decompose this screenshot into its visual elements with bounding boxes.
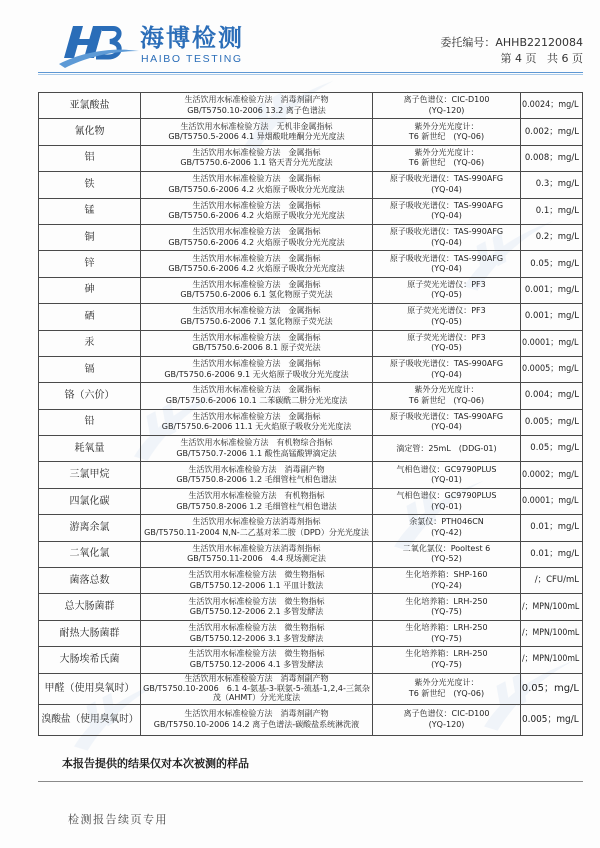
- detection-limit-value: 0.001；mg/L: [524, 284, 579, 295]
- test-method-cell: [141, 383, 373, 409]
- instrument-line: 原子吸收光谱仪：TAS-990AFG: [389, 227, 504, 237]
- instrument-line: 原子荧光光谱仪：PF3: [407, 279, 486, 289]
- instrument-line: (YQ-01): [431, 501, 462, 511]
- detection-limit-cell: [521, 277, 583, 303]
- detection-limit-cell: [521, 172, 583, 198]
- detection-limit-value: /；MPN/100mL: [521, 654, 579, 665]
- instrument-line: T6 新世纪 (YQ-06): [408, 132, 485, 142]
- instrument-line: 气相色谱仪：GC9790PLUS: [396, 491, 497, 501]
- instrument-line: (YQ-120): [428, 719, 465, 729]
- instrument-line: (YQ-04): [431, 184, 462, 194]
- test-item-cell: [39, 224, 141, 250]
- test-item-name: 溴酸盐（使用臭氧时）: [41, 713, 138, 725]
- instrument-cell: [373, 704, 521, 735]
- instrument-line: 气相色谱仪：GC9790PLUS: [396, 464, 497, 474]
- test-method-line: 生活饮用水标准检验方法 有机物指标: [188, 491, 325, 501]
- detection-limit-value: 0.3；mg/L: [535, 179, 579, 190]
- table-row: [39, 515, 583, 541]
- detection-limit-value: 0.0024；mg/L: [522, 100, 579, 111]
- test-method-cell: [141, 568, 373, 594]
- detection-limit-cell: [521, 409, 583, 435]
- instrument-cell: [373, 93, 521, 119]
- instrument-cell: [373, 145, 521, 171]
- table-row: [39, 145, 583, 171]
- test-item-name: 大肠埃希氏菌: [59, 653, 120, 665]
- test-method-cell: [141, 488, 373, 514]
- test-method-cell: [141, 145, 373, 171]
- test-method-line: GB/T5750.6-2006 8.1 原子荧光法: [192, 343, 321, 353]
- test-method-line: 生活饮用水标准检验方法 金属指标: [192, 147, 321, 157]
- test-item-cell: [39, 330, 141, 356]
- detection-limit-value: 0.0001；mg/L: [522, 496, 579, 507]
- detection-limit-value: 0.05；mg/L: [530, 443, 579, 454]
- detection-limit-value: 0.0001；mg/L: [522, 337, 579, 348]
- test-method-cell: [141, 172, 373, 198]
- instrument-cell: [373, 620, 521, 646]
- instrument-line: (YQ-04): [431, 211, 462, 221]
- test-method-line: 生活饮用水标准检验方法 消毒剂副产物: [184, 709, 329, 719]
- table-row: [39, 93, 583, 119]
- test-method-line: 生活饮用水标准检验方法 消毒剂副产物: [184, 95, 329, 105]
- header-divider: [38, 72, 583, 75]
- test-item-cell: [39, 198, 141, 224]
- instrument-line: (YQ-04): [431, 369, 462, 379]
- detection-limit-cell: [521, 251, 583, 277]
- instrument-line: 原子吸收光谱仪：TAS-990AFG: [389, 253, 504, 263]
- test-item-name: 铁: [84, 178, 95, 190]
- instrument-line: (YQ-04): [431, 422, 462, 432]
- test-method-cell: [141, 224, 373, 250]
- test-item-cell: [39, 383, 141, 409]
- test-item-name: 总大肠菌群: [64, 601, 115, 613]
- test-method-line: 生活饮用水标准检验方法 无机非金属指标: [180, 121, 333, 131]
- test-item-cell: [39, 93, 141, 119]
- instrument-cell: [373, 462, 521, 488]
- table-row: [39, 330, 583, 356]
- test-method-line: GB/T5750.6-2006 7.1 氢化物原子荧光法: [180, 316, 333, 326]
- instrument-line: (YQ-05): [431, 316, 462, 326]
- detection-limit-cell: [521, 304, 583, 330]
- instrument-line: 二氧化氯仪：Pooltest 6: [402, 543, 491, 553]
- company-name-cn: 海博检测: [140, 24, 244, 52]
- instrument-cell: [373, 304, 521, 330]
- test-method-line: GB/T5750.6-2006 4.2 火焰原子吸收分光光度法: [168, 184, 345, 194]
- instrument-cell: [373, 198, 521, 224]
- detection-limit-value: 0.004；mg/L: [524, 390, 579, 401]
- page-indicator: 第 4 页 共 6 页: [500, 52, 583, 65]
- test-method-cell: [141, 356, 373, 382]
- detection-limit-cell: [521, 93, 583, 119]
- detection-limit-value: 0.01；mg/L: [530, 548, 579, 559]
- test-method-line: 生活饮用水标准检验方法 金属指标: [192, 200, 321, 210]
- test-method-line: GB/T5750.12-2006 1.1 平皿计数法: [189, 580, 324, 590]
- test-method-line: GB/T5750.6-2006 4.2 火焰原子吸收分光光度法: [168, 237, 345, 247]
- test-method-line: GB/T5750.10-2006 13.2 离子色谱法: [187, 105, 326, 115]
- instrument-line: T6 新世纪 (YQ-06): [408, 688, 485, 698]
- test-item-cell: [39, 119, 141, 145]
- test-method-cell: [141, 594, 373, 620]
- instrument-line: 生化培养箱：LRH-250: [405, 649, 488, 659]
- test-method-cell: [141, 198, 373, 224]
- test-method-line: 生活饮用水标准检验方法 金属指标: [192, 253, 321, 263]
- test-method-line: 生活饮用水标准检验方法 金属指标: [192, 227, 321, 237]
- results-table: [38, 92, 583, 736]
- instrument-line: T6 新世纪 (YQ-06): [408, 158, 485, 168]
- instrument-cell: [373, 541, 521, 567]
- detection-limit-value: 0.05；mg/L: [530, 258, 579, 269]
- test-method-line: GB/T5750.6-2006 11.1 无火焰原子吸收分光光度法: [161, 422, 352, 432]
- test-method-line: GB/T5750.6-2006 9.1 无火焰原子吸收分光光度法: [164, 369, 349, 379]
- test-item-cell: [39, 277, 141, 303]
- table-row: [39, 251, 583, 277]
- test-method-line: GB/T5750.8-2006 1.2 毛细管柱气相色谱法: [176, 475, 337, 485]
- detection-limit-cell: [521, 436, 583, 462]
- instrument-line: 原子吸收光谱仪：TAS-990AFG: [389, 411, 504, 421]
- instrument-cell: [373, 119, 521, 145]
- haibo-logo-mark: [58, 22, 140, 68]
- test-method-line: 生活饮用水标准检验方法 微生物指标: [188, 596, 325, 606]
- instrument-cell: [373, 436, 521, 462]
- test-method-line: 生活饮用水标准检验方法消毒剂指标: [192, 543, 321, 553]
- test-item-cell: [39, 145, 141, 171]
- test-method-cell: [141, 704, 373, 735]
- table-row: [39, 119, 583, 145]
- test-item-name: 亚氯酸盐: [69, 99, 110, 111]
- test-method-cell: [141, 620, 373, 646]
- instrument-cell: [373, 515, 521, 541]
- instrument-line: (YQ-42): [431, 527, 462, 537]
- instrument-line: 余氯仪：PTH046CN: [409, 517, 484, 527]
- detection-limit-value: 0.05；mg/L: [521, 683, 579, 695]
- test-method-line: 生活饮用水标准检验方法 微生物指标: [188, 570, 325, 580]
- test-method-line: GB/T5750.6-2006 10.1 二苯碳酰二肼分光光度法: [165, 395, 348, 405]
- table-row: [39, 356, 583, 382]
- test-method-cell: [141, 251, 373, 277]
- test-item-cell: [39, 568, 141, 594]
- test-method-line: 生活饮用水标准检验方法 金属指标: [192, 332, 321, 342]
- instrument-line: 离子色谱仪：CIC-D100: [403, 709, 490, 719]
- instrument-line: 原子吸收光谱仪：TAS-990AFG: [389, 200, 504, 210]
- test-method-line: GB/T5750.10-2006 14.2 离子色谱法-碳酸盐系统淋洗液: [153, 719, 360, 729]
- test-method-cell: [141, 647, 373, 673]
- instrument-cell: [373, 251, 521, 277]
- instrument-line: 滴定管：25mL (DDG-01): [396, 443, 497, 453]
- test-item-cell: [39, 436, 141, 462]
- instrument-cell: [373, 383, 521, 409]
- test-method-cell: [141, 673, 373, 704]
- test-item-cell: [39, 409, 141, 435]
- instrument-line: T6 新世纪 (YQ-06): [408, 395, 485, 405]
- detection-limit-value: /；MPN/100mL: [521, 601, 579, 612]
- instrument-line: (YQ-04): [431, 264, 462, 274]
- instrument-cell: [373, 568, 521, 594]
- test-item-name: 二氧化氯: [69, 548, 110, 560]
- detection-limit-value: 0.2；mg/L: [535, 232, 579, 243]
- table-row: [39, 383, 583, 409]
- test-item-cell: [39, 304, 141, 330]
- instrument-cell: [373, 409, 521, 435]
- table-row: [39, 568, 583, 594]
- test-item-cell: [39, 251, 141, 277]
- commission-number: 委托编号：AHHB22120084: [440, 36, 583, 49]
- detection-limit-value: 0.1；mg/L: [535, 205, 579, 216]
- test-item-cell: [39, 488, 141, 514]
- test-item-cell: [39, 647, 141, 673]
- test-item-name: 锌: [84, 258, 95, 270]
- detection-limit-cell: [521, 704, 583, 735]
- test-method-line: 生活饮用水标准检验方法 微生物指标: [188, 623, 325, 632]
- detection-limit-cell: [521, 568, 583, 594]
- test-method-line: GB/T5750.6-2006 4.2 火焰原子吸收分光光度法: [168, 211, 345, 221]
- test-item-name: 耐热大肠菌群: [59, 627, 120, 639]
- instrument-cell: [373, 356, 521, 382]
- detection-limit-cell: [521, 515, 583, 541]
- test-method-line: GB/T5750.11-2004 N,N-二乙基对苯二胺（DPD）分光光度法: [144, 527, 369, 537]
- table-row: [39, 620, 583, 646]
- test-method-line: 生活饮用水标准检验方法消毒剂指标: [192, 517, 321, 527]
- instrument-cell: [373, 488, 521, 514]
- test-item-cell: [39, 356, 141, 382]
- detection-limit-cell: [521, 145, 583, 171]
- table-row: [39, 224, 583, 250]
- test-method-line: GB/T5750.7-2006 1.1 酸性高锰酸钾滴定法: [176, 448, 337, 458]
- instrument-line: (YQ-120): [428, 105, 465, 115]
- instrument-line: (YQ-05): [431, 343, 462, 353]
- detection-limit-value: 0.002；mg/L: [524, 126, 579, 137]
- instrument-line: (YQ-75): [431, 607, 462, 617]
- detection-limit-value: 0.001；mg/L: [524, 311, 579, 322]
- test-method-cell: [141, 462, 373, 488]
- detection-limit-cell: [521, 119, 583, 145]
- instrument-line: 紫外分光光度计：: [414, 147, 479, 157]
- detection-limit-cell: [521, 488, 583, 514]
- instrument-cell: [373, 277, 521, 303]
- instrument-cell: [373, 673, 521, 704]
- instrument-line: (YQ-24): [431, 580, 462, 590]
- instrument-line: 离子色谱仪：CIC-D100: [403, 95, 490, 105]
- test-item-name: 汞: [84, 337, 95, 349]
- test-method-line: GB/T5750.12-2006 3.1 多管发酵法: [189, 633, 324, 643]
- instrument-line: 生化培养箱：SHP-160: [405, 570, 488, 580]
- table-row: [39, 488, 583, 514]
- test-method-line: GB/T5750.6-2006 6.1 氢化物原子荧光法: [180, 290, 333, 300]
- test-method-cell: [141, 330, 373, 356]
- test-item-name: 甲醛（使用臭氧时）: [44, 682, 135, 694]
- test-item-name: 四氯化碳: [69, 495, 110, 507]
- test-method-cell: [141, 304, 373, 330]
- table-row: [39, 462, 583, 488]
- instrument-line: 原子荧光光谱仪：PF3: [407, 306, 486, 316]
- test-item-cell: [39, 541, 141, 567]
- detection-limit-cell: [521, 541, 583, 567]
- instrument-line: (YQ-75): [431, 659, 462, 669]
- report-statement: 本报告提供的结果仅对本次被测的样品: [62, 757, 249, 770]
- test-method-line: 茂（AHMT）分光光度法: [212, 693, 301, 703]
- test-item-name: 氰化物: [74, 126, 105, 138]
- test-method-cell: [141, 436, 373, 462]
- instrument-line: (YQ-04): [431, 237, 462, 247]
- test-item-name: 铅: [84, 416, 95, 428]
- table-row: [39, 541, 583, 567]
- test-item-name: 菌落总数: [69, 574, 110, 586]
- instrument-cell: [373, 172, 521, 198]
- instrument-line: 生化培养箱：LRH-250: [405, 596, 488, 606]
- test-item-name: 锰: [84, 205, 95, 217]
- detection-limit-cell: [521, 462, 583, 488]
- test-method-line: GB/T5750.5-2006 4.1 异烟酸吡唑酮分光光度法: [168, 132, 345, 142]
- test-method-line: 生活饮用水标准检验方法 金属指标: [192, 385, 321, 395]
- test-method-cell: [141, 515, 373, 541]
- test-method-line: 生活饮用水标准检验方法 消毒副产物: [188, 464, 325, 474]
- test-method-line: 生活饮用水标准检验方法 金属指标: [192, 279, 321, 289]
- instrument-cell: [373, 224, 521, 250]
- table-row: [39, 304, 583, 330]
- test-method-line: GB/T5750.12-2006 4.1 多管发酵法: [189, 659, 324, 669]
- test-method-line: GB/T5750.6-2006 4.2 火焰原子吸收分光光度法: [168, 264, 345, 274]
- test-item-cell: [39, 172, 141, 198]
- instrument-line: (YQ-75): [431, 633, 462, 643]
- test-method-line: GB/T5750.6-2006 1.1 铬天青分光光度法: [180, 158, 333, 168]
- table-row: [39, 277, 583, 303]
- instrument-line: 原子吸收光谱仪：TAS-990AFG: [389, 174, 504, 184]
- test-item-cell: [39, 704, 141, 735]
- instrument-line: 生化培养箱：LRH-250: [405, 623, 488, 632]
- instrument-cell: [373, 594, 521, 620]
- footer-divider: [38, 781, 583, 782]
- instrument-line: 原子吸收光谱仪：TAS-990AFG: [389, 359, 504, 369]
- test-item-name: 镉: [84, 363, 95, 375]
- instrument-line: (YQ-05): [431, 290, 462, 300]
- test-item-name: 耗氧量: [74, 442, 105, 454]
- detection-limit-value: 0.0002；mg/L: [522, 469, 579, 480]
- instrument-line: 紫外分光光度计：: [414, 678, 479, 688]
- detection-limit-cell: [521, 383, 583, 409]
- test-item-name: 铬（六价）: [64, 389, 115, 401]
- detection-limit-cell: [521, 594, 583, 620]
- detection-limit-cell: [521, 620, 583, 646]
- test-method-line: GB/T5750.12-2006 2.1 多管发酵法: [189, 607, 324, 617]
- test-item-name: 铝: [84, 152, 95, 164]
- detection-limit-value: 0.005；mg/L: [524, 416, 579, 427]
- test-method-line: 生活饮用水标准检验方法 金属指标: [192, 306, 321, 316]
- instrument-cell: [373, 330, 521, 356]
- test-item-cell: [39, 673, 141, 704]
- test-method-cell: [141, 409, 373, 435]
- test-item-name: 砷: [84, 284, 95, 296]
- instrument-line: 紫外分光光度计：: [414, 121, 479, 131]
- test-method-line: GB/T5750.10-2006 6.1 4-氨基-3-联氨-5-巯基-1,2,4-三氮杂: [143, 683, 370, 693]
- test-item-name: 硒: [84, 310, 95, 322]
- detection-limit-value: /；MPN/100mL: [521, 628, 579, 638]
- test-method-cell: [141, 93, 373, 119]
- instrument-cell: [373, 647, 521, 673]
- detection-limit-value: 0.005；mg/L: [522, 714, 579, 726]
- test-method-line: 生活饮用水标准检验方法 消毒剂副产物: [184, 674, 329, 684]
- table-row: [39, 647, 583, 673]
- test-method-cell: [141, 277, 373, 303]
- instrument-line: 紫外分光光度计：: [414, 385, 479, 395]
- detection-limit-cell: [521, 356, 583, 382]
- continuation-note: 检测报告续页专用: [68, 813, 168, 826]
- test-item-cell: [39, 462, 141, 488]
- table-row: [39, 172, 583, 198]
- test-method-cell: [141, 119, 373, 145]
- detection-limit-value: 0.01；mg/L: [530, 522, 579, 533]
- instrument-line: 原子荧光光谱仪：PF3: [407, 332, 486, 342]
- test-item-cell: [39, 594, 141, 620]
- table-row: [39, 673, 583, 704]
- detection-limit-cell: [521, 224, 583, 250]
- test-item-name: 游离余氯: [69, 521, 110, 533]
- detection-limit-cell: [521, 647, 583, 673]
- test-item-name: 三氯甲烷: [69, 469, 110, 481]
- detection-limit-cell: [521, 330, 583, 356]
- test-method-line: GB/T5750.8-2006 1.2 毛细管柱气相色谱法: [176, 501, 337, 511]
- detection-limit-value: /；CFU/mL: [534, 575, 579, 586]
- detection-limit-value: 0.0005；mg/L: [522, 364, 579, 375]
- detection-limit-cell: [521, 673, 583, 704]
- table-row: [39, 704, 583, 735]
- test-method-line: GB/T5750.11-2006 4.4 现场测定法: [187, 554, 326, 564]
- detection-limit-cell: [521, 198, 583, 224]
- instrument-line: (YQ-01): [431, 475, 462, 485]
- table-row: [39, 198, 583, 224]
- test-item-cell: [39, 515, 141, 541]
- table-row: [39, 436, 583, 462]
- test-method-line: 生活饮用水标准检验方法 微生物指标: [188, 649, 325, 659]
- test-method-cell: [141, 541, 373, 567]
- test-method-line: 生活饮用水标准检验方法 金属指标: [192, 359, 321, 369]
- company-name-en: HAIBO TESTING: [141, 53, 243, 65]
- table-row: [39, 409, 583, 435]
- test-item-cell: [39, 620, 141, 646]
- table-row: [39, 594, 583, 620]
- test-method-line: 生活饮用水标准检验方法 金属指标: [192, 174, 321, 184]
- results-table-body: [39, 93, 583, 736]
- instrument-line: (YQ-52): [431, 554, 462, 564]
- test-method-line: 生活饮用水标准检验方法 有机物综合指标: [180, 438, 333, 448]
- test-method-line: 生活饮用水标准检验方法 金属指标: [192, 411, 321, 421]
- test-item-name: 铜: [84, 231, 95, 243]
- detection-limit-value: 0.008；mg/L: [524, 152, 579, 163]
